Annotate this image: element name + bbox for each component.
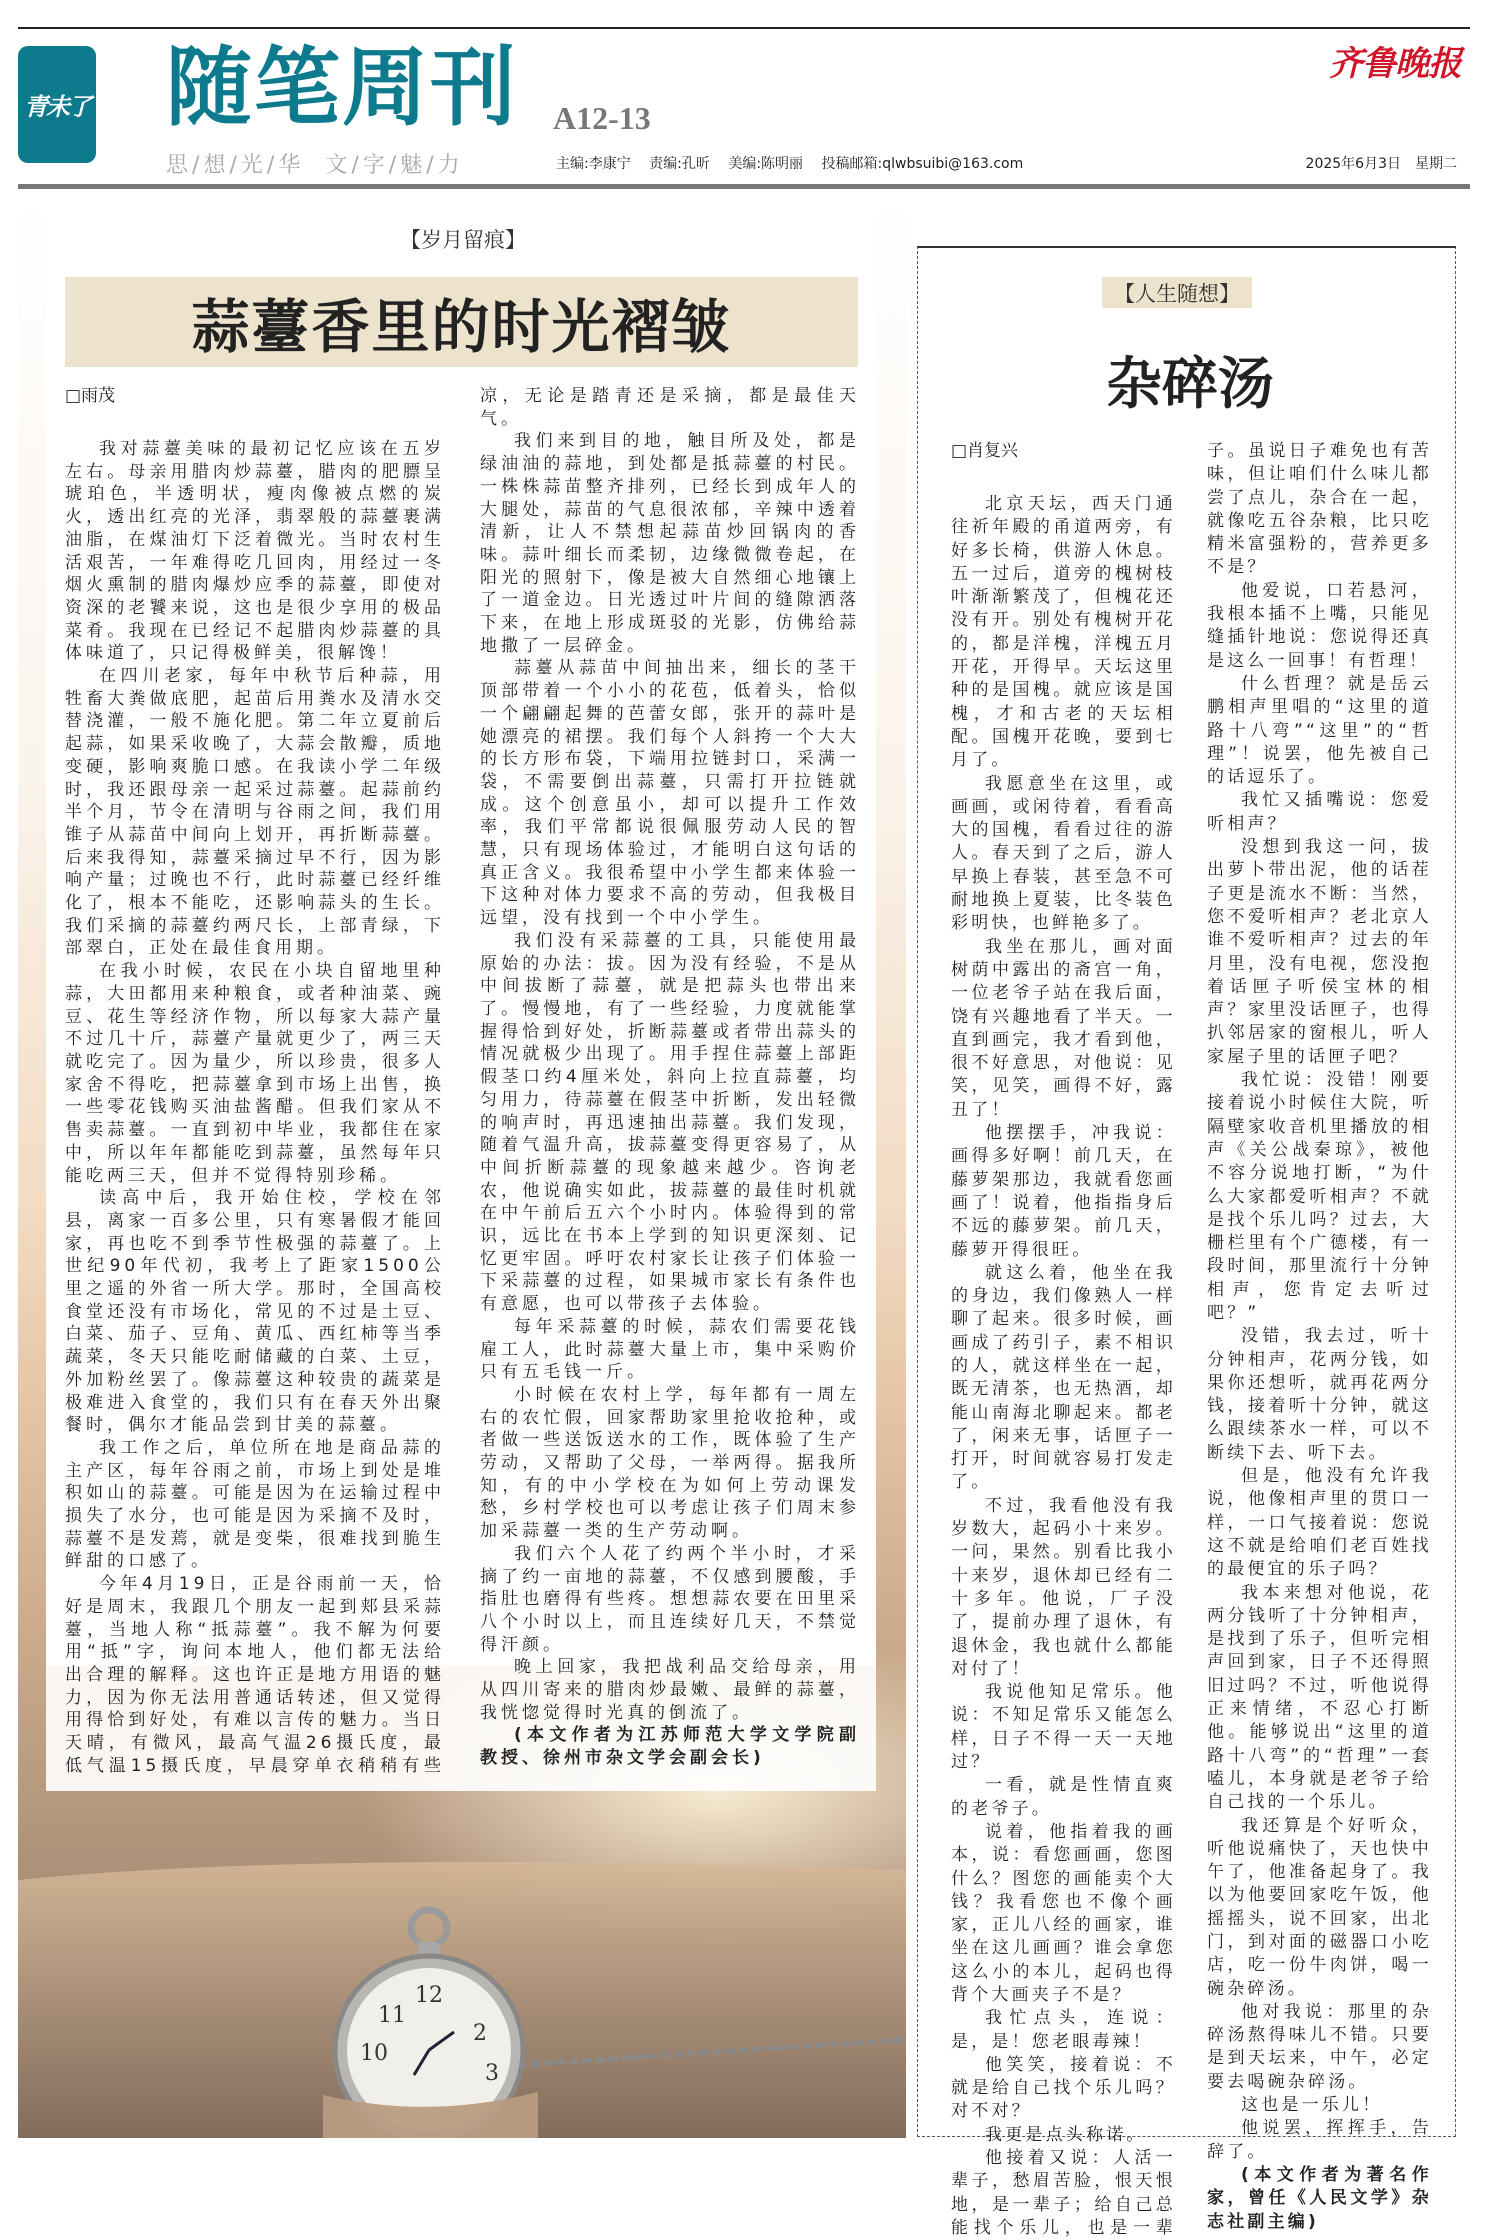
tagline-separator: / <box>388 153 398 178</box>
article2-paragraph: 但是，他没有允许我说，他像相声里的贯口一样，一口气接着说：您说这不就是给咱们老百姓找的最便宜的乐子吗？ <box>1207 1466 1432 1580</box>
tagline-separator: / <box>426 153 435 178</box>
tagline-char: 文 <box>325 153 349 178</box>
article1-paragraph: 晚上回家，我把战利品交给母亲，用从四川寄来的腊肉炒最嫩、最鲜的蒜薹，我恍惚觉得时光真的倒流了。 <box>480 1657 860 1723</box>
art-editor: 美编:陈明丽 <box>728 156 804 172</box>
tagline-char: 华 <box>278 153 302 178</box>
watch-numeral-11: 11 <box>378 2003 406 2028</box>
article1-author-note: (本文作者为江苏师范大学文学院副教授、徐州市杂文学会副会长) <box>480 1725 860 1769</box>
article1-paragraph: 在我小时候，农民在小块自留地里种蒜，大田都用来种粮食，或者种油菜、豌豆、花生等经济作物，所以每家大蒜产量不过几十斤，蒜薹产量就更少了，两三天就吃完了。因为量少，所以珍贵，很多人家舍不得吃，把蒜薹拿到市场上出售，换一些零花钱购买油盐酱醋。但我们家从不售卖蒜薹。一直到初中毕业，我都住在家中，所以年年都能吃到蒜薹，虽然每年只能吃两三天，但并不觉得特别珍稀。 <box>65 961 445 1186</box>
tagline <box>166 148 461 179</box>
article2-paragraph: 我忙说：没错！刚要接着说小时候住大院，听隔壁家收音机里播放的相声《关公战秦琼》，被他不容分说地打断，“为什么大家都爱听相声？不就是找个乐儿吗？过去，大栅栏里有个广德楼，有一段时间，那里流行十分钟相声，您肯定去听过吧？” <box>1207 1070 1432 1323</box>
article2-paragraph: 他爱说，口若悬河，我根本插不上嘴，只能见缝插针地说：您说得还真是这么一回事！有哲理！ <box>1207 580 1432 671</box>
article2-paragraph: 我忙点头，连说：是，是！您老眼毒辣！ <box>951 2008 1176 2052</box>
newspaper-brand-logo: 齐鲁晚报 <box>1329 44 1461 84</box>
tagline-separator: / <box>192 153 201 178</box>
watch-numeral-2: 2 <box>473 2021 487 2046</box>
article2-paragraph: 他说罢，挥挥手，告辞了。 <box>1207 2118 1432 2162</box>
watch-numeral-3: 3 <box>485 2061 499 2086</box>
date-text: 2025年6月3日 <box>1305 156 1401 172</box>
article1-paragraph: 我对蒜薹美味的最初记忆应该在五岁左右。母亲用腊肉炒蒜薹，腊肉的肥膘呈琥珀色，半透明状，瘦肉像被点燃的炭火，透出红亮的光泽，翡翠般的蒜薹裹满油脂，在煤油灯下泛着微光。当时农村生活艰苦，一年难得吃几回肉，用经过一冬烟火熏制的腊肉爆炒应季的蒜薹，即使对资深的老饕来说，这也是很少享用的极品菜肴。我现在已经记不起腊肉炒蒜薹的具体味道了，只记得极鲜美，很解馋！ <box>65 439 445 664</box>
article2-paragraph: 不过，我看他没有我岁数大，起码小十来岁。一问，果然。别看比我小十来岁，退休却已经有二十多年。他说，厂子没了，提前办理了退休，有退休金，我也就什么都能对付了！ <box>951 1495 1176 1679</box>
article1-paragraph: 我们来到目的地，触目所及处，都是绿油油的蒜地，到处都是抵蒜薹的村民。一株株蒜苗整齐排列，已经长到成年人的大腿处，蒜苗的气息很浓郁，辛辣中透着清新，让人不禁想起蒜苗炒回锅肉的香味。蒜叶细长而柔韧，边缘微微卷起，在阳光的照射下，像是被大自然细心地镶上了一道金边。日光透过叶片间的缝隙洒落下来，在地上形成斑驳的光影，仿佛给蒜地撒了一层碎金。 <box>480 431 860 656</box>
article2-paragraph: 我坐在那儿，画对面树荫中露出的斋宫一角，一位老爷子站在我后面，饶有兴趣地看了半天。一直到画完，我才看到他，很不好意思，对他说：见笑，见笑，画得不好，露丑了！ <box>951 936 1176 1120</box>
weekday-text: 星期二 <box>1415 156 1457 172</box>
page-number: A12-13 <box>553 100 651 136</box>
article1-paragraph: 每年采蒜薹的时候，蒜农们需要花钱雇工人，此时蒜薹大量上市，集中采购价只有五毛钱一斤。 <box>480 1316 860 1383</box>
article2-paragraph: 他接着又说：人活一辈子，愁眉苦脸，恨天恨地，是一辈子；给自己总能找个乐儿，也是一辈子。虽说日子难免也有苦味，但让咱们什么味儿都尝了点儿，杂合在一起，就像吃五谷杂粮，比只吃精米富强粉的，营养更多不是？ <box>951 441 1432 2238</box>
article2-paragraph: 他摆摆手，冲我说：画得多好啊！前几天，在藤萝架那边，我就看您画画了！说着，他指指身后不远的藤萝架。前几天，藤萝开得很旺。 <box>951 1123 1176 1260</box>
article2-author: □肖复兴 <box>951 441 1019 461</box>
tagline-char: 力 <box>437 153 461 178</box>
article2-paragraph: 什么哲理？就是岳云鹏相声里唱的“这里的道路十八弯”“这里”的“哲理”！说罢，他先被自己的话逗乐了。 <box>1207 673 1432 788</box>
article1-author: □雨茂 <box>65 386 116 406</box>
article2-paragraph: 我忙又插嘴说：您爱听相声？ <box>1207 790 1432 834</box>
chief-editor: 主编:李康宁 <box>556 156 631 172</box>
article1-paragraph: 我们六个人花了约两个半小时，才采摘了约一亩地的蒜薹，不仅感到腰酸，手指肚也磨得有些疼。想想蒜农要在田里采八个小时以上，而且连续好几天，不禁觉得汗颜。 <box>480 1543 860 1655</box>
tagline-char: 思 <box>166 153 190 178</box>
tagline-separator: / <box>229 153 238 178</box>
tagline-group <box>166 153 301 178</box>
article2-paragraph: 没错，我去过，听十分钟相声，花两分钱，如果你还想听，就再花两分钱，接着听十分钟，就这么跟续茶水一样，可以不断续下去、听下去。 <box>1207 1326 1432 1463</box>
article2-paragraph: 一看，就是性情直爽的老爷子。 <box>951 1775 1176 1819</box>
tagline-group <box>325 153 460 178</box>
tagline-char: 想 <box>203 153 227 178</box>
submission-email[interactable]: 投稿邮箱:qlwbsuibi@163.com <box>821 156 1024 172</box>
article2-author-note: (本文作者为著名作家，曾任《人民文学》杂志社副主编) <box>1207 2164 1432 2232</box>
article2-paragraph: 这也是一乐儿！ <box>1241 2095 1383 2116</box>
tagline-separator: / <box>351 153 360 178</box>
tagline-char: 魅 <box>400 153 424 178</box>
article2-column-text: 【人生随想】 <box>1114 281 1240 306</box>
article1-paragraph: 蒜薹从蒜苗中间抽出来，细长的茎干顶部带着一个小小的花苞，低着头，恰似一个翩翩起舞的芭蕾女郎，张开的蒜叶是她漂亮的裙摆。我们每个人斜挎一个大大的长方形布袋，下端用拉链封口，采满一袋，不需要倒出蒜薹，只需打开拉链就成。这个创意虽小，却可以提升工作效率，我们平常都说很佩服劳动人民的智慧，只有现场体验过，才能明白这句话的真正含义。我很希望中小学生都来体验一下这种对体力要求不高的劳动，但我极目远望，没有找到一个中小学生。 <box>480 658 860 929</box>
article1-body <box>46 378 876 1791</box>
article2-paragraph: 就这么着，他坐在我的身边，我们像熟人一样聊了起来。很多时候，画画成了药引子，素不相识的人，就这样坐在一起，既无清茶，也无热酒，却能山南海北聊起来。都老了，闲来无事，话匣子一打开，时间就容易打发走了。 <box>951 1262 1176 1493</box>
article2-column-label <box>1102 277 1252 308</box>
article1-column-label: 【岁月留痕】 <box>400 228 526 252</box>
logo-text: 青未了 <box>24 92 90 121</box>
article2-paragraph: 他对我说：那里的杂碎汤熬得味儿不错。只要是到天坛来，中午，必定要去喝碗杂碎汤。 <box>1207 2001 1432 2092</box>
article1-title: 蒜薹香里的时光褶皱 <box>191 293 732 361</box>
article1-paragraph: 我工作之后，单位所在地是商品蒜的主产区，每年谷雨之前，市场上到处是堆积如山的蒜薹。可能是因为在运输过程中损失了水分，也可能是因为采摘不及时，蒜薹不是发蔫，就是变柴，很难找到脆生鲜甜的口感了。 <box>65 1437 445 1572</box>
qingweiliao-logo <box>18 46 96 163</box>
article2-paragraph: 没想到我这一问，拔出萝卜带出泥，他的话茬子更是流水不断：当然，您不爱听相声？老北京人谁不爱听相声？过去的年月里，没有电视，您没抱着话匣子听侯宝林的相声？家里没话匣子，也得扒邻居家的窗根儿，听人家屋子里的话匣子吧？ <box>1207 837 1432 1067</box>
article2-paragraph: 我说他知足常乐。他说：不知足常乐又能怎么样，日子不得一天一天地过？ <box>951 1682 1176 1773</box>
responsible-editor: 责编:孔昕 <box>649 156 710 172</box>
watch-numeral-12: 12 <box>415 1983 443 2008</box>
article1-paragraph: 今年4月19日，正是谷雨前一天，恰好是周末，我跟几个朋友一起到郏县采蒜薹，当地人称“抵蒜薹”。我不解为何要用“抵”字，询问本地人，他们都无法给出合理的解释。这也许正是地方用语的魅力，因为你无法用普通话转述，但又觉得用得恰到好处，有难以言传的魅力。当日天晴，有微风，最高气温26摄氏度，最低气温15摄氏度，早晨穿单衣稍稍有些凉，无论是踏青还是采摘，都是最佳天气。 <box>65 386 860 1776</box>
article2-paragraph: 我更是点头称诺。 <box>985 2124 1147 2145</box>
tagline-char: 字 <box>362 153 386 178</box>
article2-paragraph: 我本来想对他说，花两分钱听了十分钟相声，是找到了乐子，但听完相声回到家，日子不还得照旧过吗？不过，听他说得正来情绪，不忍心打断他。能够说出“这里的道路十八弯”的“哲理”一套嗑儿，本身就是老爷子给自己找的一个乐儿。 <box>1207 1582 1432 1813</box>
article1-paragraph: 小时候在农村上学，每年都有一周左右的农忙假，回家帮助家里抢收抢种，或者做一些送饭送水的工作，既体验了生产劳动，又帮助了父母，一举两得。据我所知，有的中小学校在为如何上劳动课发愁，乡村学校也可以考虑让孩子们周末参加采蒜薹一类的生产劳动啊。 <box>480 1384 860 1542</box>
section-title: 随笔周刊 <box>166 37 518 138</box>
watch-numeral-10: 10 <box>360 2041 388 2066</box>
article2-paragraph: 说着，他指着我的画本，说：看您画画，您图什么？图您的画能卖个大钱？我看您也不像个画家，正儿八经的画家，谁坐在这儿画画？谁会拿您这么小的本儿，起码也得背个大画夹子不是？ <box>951 1821 1176 2005</box>
article2-title: 杂碎汤 <box>1106 351 1274 417</box>
article2-paragraph: 北京天坛，西天门通往祈年殿的甬道两旁，有好多长椅，供游人休息。五一过后，道旁的槐树枝叶渐渐繁茂了，但槐花还没有开。别处有槐树开花的，都是洋槐，洋槐五月开花，开得早。天坛这里种的是国槐。就应该是国槐，才和古老的天坛相配。国槐开花晚，要到七月了。 <box>951 494 1176 771</box>
article1-paragraph: 我们没有采蒜薹的工具，只能使用最原始的办法：拔。因为没有经验，不是从中间拔断了蒜薹，就是把蒜头也带出来了。慢慢地，有了一些经验，力度就能掌握得恰到好处，折断蒜薹或者带出蒜头的情况就极少出现了。用手捏住蒜薹上部距假茎口约4厘米处，斜向上拉直蒜薹，均匀用力，待蒜薹在假茎中折断，发出轻微的响声时，再迅速抽出蒜薹。我们发现，随着气温升高，拔蒜薹变得更容易了，从中间折断蒜薹的现象越来越少。咨询老农，他说确实如此，拔蒜薹的最佳时机就在中午前后五六个小时内。体验得到的常识，远比在书本上学到的知识更深刻、记忆更牢固。呼吁农村家长让孩子们体验一下采蒜薹的过程，如果城市家长有条件也有意愿，也可以带孩子去体验。 <box>480 930 860 1315</box>
editor-credits <box>556 153 1037 173</box>
tagline-char: 光 <box>240 153 264 178</box>
article2-paragraph: 我还算是个好听众，听他说痛快了，天也快中午了，他准备起身了。我以为他要回家吃午饭，他摇摇头，说不回家，出北门，到对面的磁器口小吃店，吃一份牛肉饼，喝一碗杂碎汤。 <box>1207 1815 1432 1999</box>
header-divider <box>18 184 1470 189</box>
issue-date <box>1292 153 1457 173</box>
tagline-separator: / <box>266 153 276 178</box>
article1-headline-banner <box>65 277 858 367</box>
article2-paragraph: 我愿意坐在这里，或画画，或闲待着，看看高大的国槐，看看过往的游人。春天到了之后，游人早换上春装，甚至急不可耐地换上夏装，比冬装色彩明快，也鲜艳多了。 <box>951 773 1176 934</box>
top-rule <box>18 27 1470 29</box>
article1-paragraph: 读高中后，我开始住校，学校在邻县，离家一百多公里，只有寒暑假才能回家，再也吃不到季节性极强的蒜薹了。上世纪90年代初，我考上了距家1500公里之遥的外省一所大学。那时，全国高校食堂还没有市场化，常见的不过是土豆、白菜、茄子、豆角、黄瓜、西红柿等当季蔬菜，冬天只能吃耐储藏的白菜、土豆，外加粉丝罢了。像蒜薹这种较贵的蔬菜是极难进入食堂的，我们只有在春天外出聚餐时，偶尔才能品尝到甘美的蒜薹。 <box>65 1188 445 1436</box>
article2-paragraph: 他笑笑，接着说：不就是给自己找个乐儿吗？对不对？ <box>951 2054 1176 2122</box>
article1-paragraph: 在四川老家，每年中秋节后种蒜，用牲畜大粪做底肥，起苗后用粪水及清水交替浇灌，一般不施化肥。第二年立夏前后起蒜，如果采收晚了，大蒜会散瓣，质地变硬，影响爽脆口感。在我读小学二年级时，我还跟母亲一起采过蒜薹。起蒜前约半个月，节令在清明与谷雨之间，我们用锥子从蒜苗中间向上划开，再折断蒜薹。后来我得知，蒜薹采摘过早不行，因为影响产量；过晚也不行，此时蒜薹已经纤维化了，根本不能吃，还影响蒜头的生长。我们采摘的蒜薹约两尺长，上部青绿，下部翠白，正处在最佳食用期。 <box>65 666 445 959</box>
article2-body <box>951 440 1432 2240</box>
